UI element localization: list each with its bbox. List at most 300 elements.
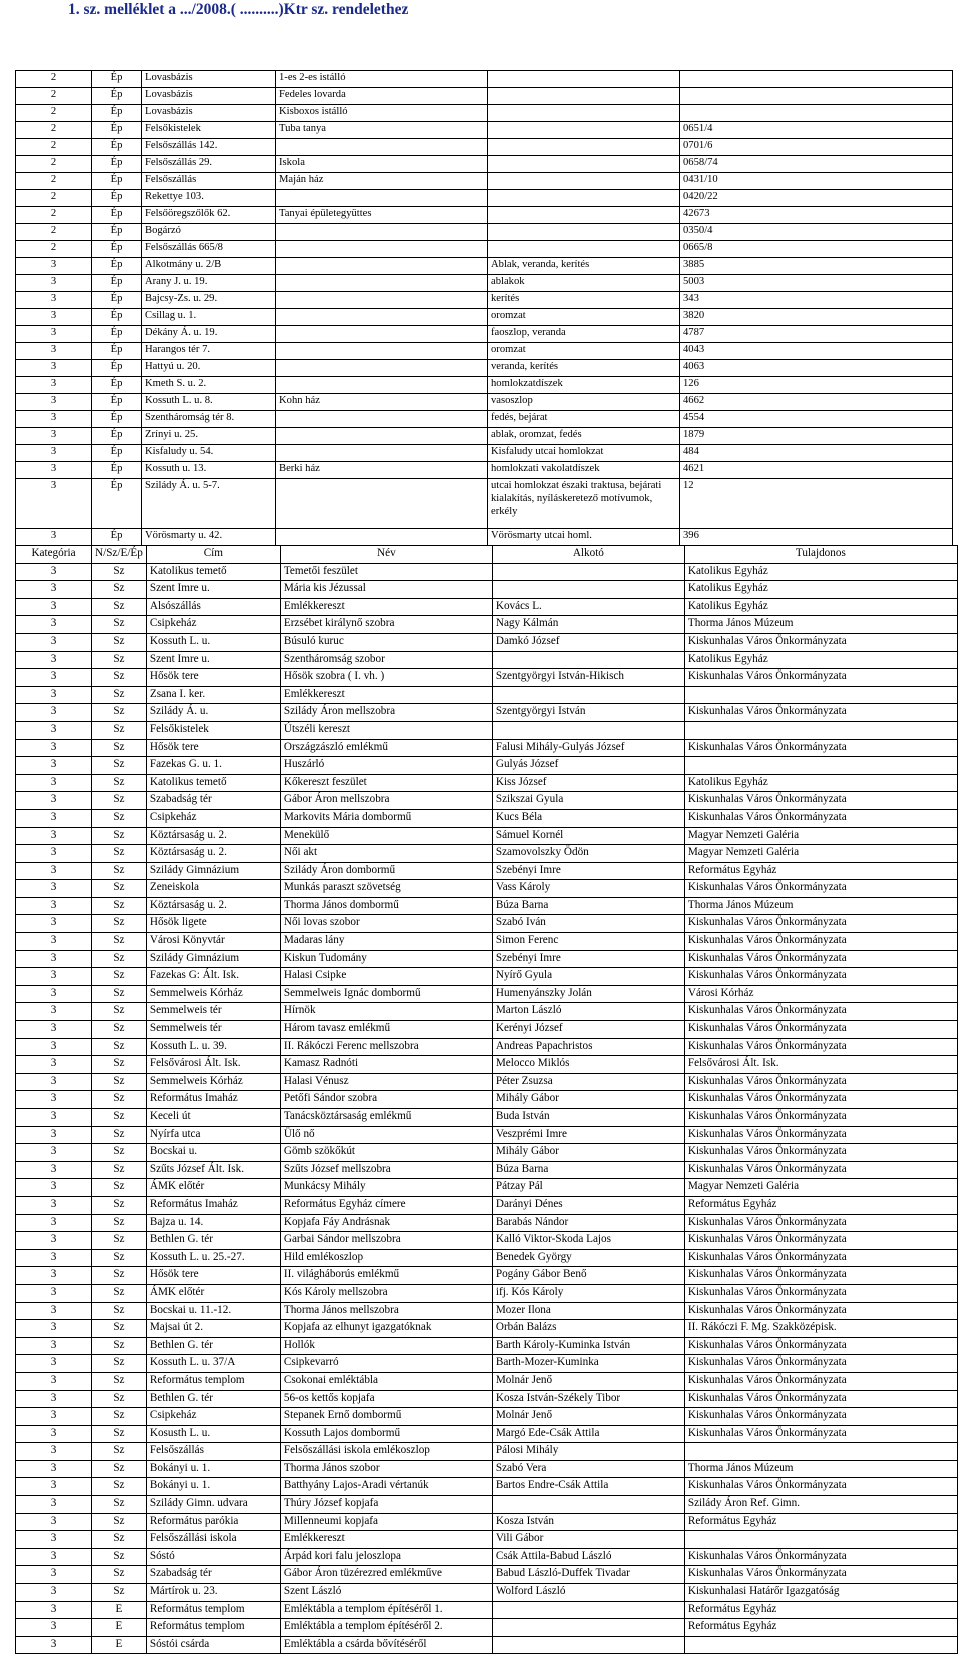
table-cell: Majsai út 2. [146, 1320, 280, 1338]
table-cell: Szent Imre u. [146, 651, 280, 669]
table-cell: Erzsébet királynő szobra [280, 616, 492, 634]
table-cell: Református templom [146, 1619, 280, 1637]
table-row [16, 1320, 958, 1338]
column-header: Név [280, 546, 492, 564]
table-cell: 3 [16, 1038, 92, 1056]
table-cell: Kiss József [492, 774, 684, 792]
table-cell: Sz [92, 1460, 147, 1478]
table-cell: Felsőkistelek [146, 721, 280, 739]
table-cell: Ép [92, 122, 142, 139]
table-cell: 3 [16, 1267, 92, 1285]
table-cell: Kiskunhalas Város Önkormányzata [684, 1408, 957, 1426]
table-cell: Darányi Dénes [492, 1196, 684, 1214]
table-cell: Semmelweis Ignác dombormű [280, 985, 492, 1003]
table-cell: Bogárzó [142, 224, 276, 241]
table-cell: Kiskunhalas Város Önkormányzata [684, 1021, 957, 1039]
table-cell: Kiskunhalas Város Önkormányzata [684, 1302, 957, 1320]
table-cell: Ép [92, 445, 142, 462]
table-row [16, 1425, 958, 1443]
table-cell [276, 529, 488, 546]
table-cell: 2 [16, 71, 92, 88]
table-cell: Damkó József [492, 633, 684, 651]
table-cell: 3 [16, 360, 92, 377]
table-cell: 3 [16, 968, 92, 986]
table-cell: Kisboxos istálló [276, 105, 488, 122]
table-cell: Margó Ede-Csák Attila [492, 1425, 684, 1443]
table-cell: Sz [92, 1584, 147, 1602]
table-cell: ÁMK előtér [146, 1179, 280, 1197]
table-cell: Gömb szökőkút [280, 1144, 492, 1162]
table-cell: Thúry József kopjafa [280, 1496, 492, 1514]
table-cell: Halasi Csipke [280, 968, 492, 986]
table-cell [276, 275, 488, 292]
table-cell: Csipkeház [146, 809, 280, 827]
table-cell: Sz [92, 1021, 147, 1039]
table-cell: 3 [16, 1531, 92, 1549]
table-cell: Sz [92, 1566, 147, 1584]
table-cell: Búza Barna [492, 897, 684, 915]
table-cell: Sz [92, 1214, 147, 1232]
table-cell: Felsőszállás 142. [142, 139, 276, 156]
table-cell: Sz [92, 1320, 147, 1338]
table-cell: Fedeles lovarda [276, 88, 488, 105]
table-cell: Vörösmarty u. 42. [142, 529, 276, 546]
table-cell: 3 [16, 1390, 92, 1408]
table-cell: Bokányi u. 1. [146, 1460, 280, 1478]
table-cell: Pálosi Mihály [492, 1443, 684, 1461]
table-cell: 3 [16, 377, 92, 394]
table-cell: Szűts József Ált. Isk. [146, 1161, 280, 1179]
table-cell: Molnár Jenő [492, 1372, 684, 1390]
table-cell: Felsőszállás [146, 1443, 280, 1461]
table-cell: 3 [16, 529, 92, 546]
table-row [16, 1355, 958, 1373]
table-cell: Thorma János dombormű [280, 897, 492, 915]
table-row [16, 1636, 958, 1654]
table-cell [488, 241, 680, 258]
table-cell: Kisfaludy utcai homlokzat [488, 445, 680, 462]
table-cell: Munkácsy Mihály [280, 1179, 492, 1197]
table-row [16, 616, 958, 634]
table-cell: Református templom [146, 1601, 280, 1619]
table-cell: Sz [92, 669, 147, 687]
table-cell: ablak, oromzat, fedés [488, 428, 680, 445]
table-cell: 2 [16, 139, 92, 156]
table-cell: Ép [92, 462, 142, 479]
table-cell: Református Imaház [146, 1091, 280, 1109]
table-cell: vasoszlop [488, 394, 680, 411]
table-cell [492, 651, 684, 669]
table-cell: E [92, 1619, 147, 1637]
table-cell: Sz [92, 1443, 147, 1461]
table-cell: Barabás Nándor [492, 1214, 684, 1232]
table-cell: 3 [16, 1443, 92, 1461]
table-row [16, 1232, 958, 1250]
table-cell: 3 [16, 445, 92, 462]
table-row [16, 950, 958, 968]
table-cell: Lovasbázis [142, 71, 276, 88]
table-cell: 3 [16, 1337, 92, 1355]
table-cell: Sz [92, 1196, 147, 1214]
table-row [16, 1566, 958, 1584]
table-cell: Gulyás József [492, 757, 684, 775]
table-cell: Sz [92, 1548, 147, 1566]
table-cell: Emléktábla a templom építéséről 2. [280, 1619, 492, 1637]
table-cell: Szilády Áron Ref. Gimn. [684, 1496, 957, 1514]
table-row [16, 1126, 958, 1144]
table-cell: Wolford László [492, 1584, 684, 1602]
table-cell: Ép [92, 377, 142, 394]
table-cell: Sz [92, 1249, 147, 1267]
table-row [16, 428, 953, 445]
table-cell: 3 [16, 479, 92, 529]
table-cell: Temetői feszület [280, 563, 492, 581]
table-cell: Kossuth L. u. 25.-27. [146, 1249, 280, 1267]
table-cell: 2 [16, 156, 92, 173]
table-cell: 3 [16, 1109, 92, 1127]
table-cell: Tanácsköztársaság emlékmű [280, 1109, 492, 1127]
table-row [16, 1408, 958, 1426]
table-cell: 3 [16, 616, 92, 634]
table-cell [276, 292, 488, 309]
table-cell: 343 [680, 292, 953, 309]
table-cell: Szebényi Imre [492, 950, 684, 968]
table-row [16, 1390, 958, 1408]
table-cell: Simon Ferenc [492, 933, 684, 951]
table-row [16, 862, 958, 880]
table-cell: Kiskunhalas Város Önkormányzata [684, 880, 957, 898]
table-cell [492, 686, 684, 704]
table-cell: Zrínyi u. 25. [142, 428, 276, 445]
table-cell: Sz [92, 704, 147, 722]
table-row [16, 1214, 958, 1232]
table-cell: Barth-Mozer-Kuminka [492, 1355, 684, 1373]
table-cell: 3 [16, 275, 92, 292]
table-cell: Sz [92, 1478, 147, 1496]
table-cell: Emléktábla a csárda bővítéséről [280, 1636, 492, 1654]
table-cell: Gábor Áron mellszobra [280, 792, 492, 810]
table-cell: 3 [16, 292, 92, 309]
table-row [16, 845, 958, 863]
table-cell: Emlékkereszt [280, 686, 492, 704]
table-cell [488, 173, 680, 190]
table-cell: Felsőszállási iskola emlékoszlop [280, 1443, 492, 1461]
table-cell: Sz [92, 1038, 147, 1056]
table-cell [492, 581, 684, 599]
table-cell: 4063 [680, 360, 953, 377]
table-cell: Sz [92, 985, 147, 1003]
table-cell: Búza Barna [492, 1161, 684, 1179]
table-cell [276, 377, 488, 394]
table-cell: Szent Imre u. [146, 581, 280, 599]
table-cell: Bokányi u. 1. [146, 1478, 280, 1496]
table-cell [492, 721, 684, 739]
table-cell: Sámuel Kornél [492, 827, 684, 845]
table-cell: Hősök szobra ( I. vh. ) [280, 669, 492, 687]
table-row [16, 1548, 958, 1566]
table-cell: II. Rákóczi F. Mg. Szakközépisk. [684, 1320, 957, 1338]
table-cell: Nyírő Gyula [492, 968, 684, 986]
table-cell: Mártírok u. 23. [146, 1584, 280, 1602]
table-cell: Stepanek Ernő dombormű [280, 1408, 492, 1426]
table-cell: 0701/6 [680, 139, 953, 156]
table-cell: Felsőszállás 29. [142, 156, 276, 173]
table-cell: Fazekas G: Ált. Isk. [146, 968, 280, 986]
table-cell: 3 [16, 633, 92, 651]
table-cell: Szilády Áron mellszobra [280, 704, 492, 722]
table-row [16, 1372, 958, 1390]
table-cell: 4554 [680, 411, 953, 428]
table-cell: 3 [16, 563, 92, 581]
table-cell [276, 428, 488, 445]
table-cell: ÁMK előtér [146, 1284, 280, 1302]
table-cell: Sz [92, 721, 147, 739]
table-cell: Kiskunhalas Város Önkormányzata [684, 1548, 957, 1566]
table-cell [488, 224, 680, 241]
table-cell: Sz [92, 1408, 147, 1426]
table-row [16, 377, 953, 394]
table-cell [488, 122, 680, 139]
buildings-table [15, 70, 953, 546]
table-cell: Emlékkereszt [280, 1531, 492, 1549]
table-cell: Katolikus Egyház [684, 581, 957, 599]
table-cell: Mihály Gábor [492, 1144, 684, 1162]
table-cell: Gábor Áron tüzérezred emlékműve [280, 1566, 492, 1584]
table-cell: Köztársaság u. 2. [146, 897, 280, 915]
table-cell: 3 [16, 774, 92, 792]
table-cell [276, 360, 488, 377]
table-cell: Sz [92, 1073, 147, 1091]
table-cell: Köztársaság u. 2. [146, 827, 280, 845]
table-cell: 4043 [680, 343, 953, 360]
table-cell: Huszárló [280, 757, 492, 775]
table-row [16, 774, 958, 792]
table-cell: 3 [16, 1496, 92, 1514]
table-cell: Ép [92, 258, 142, 275]
table-row [16, 258, 953, 275]
table-cell: Dékány Á. u. 19. [142, 326, 276, 343]
table-cell [488, 139, 680, 156]
table-row [16, 598, 958, 616]
table-cell: 3 [16, 651, 92, 669]
table-cell: 3 [16, 1355, 92, 1373]
table-cell: Szentgyörgyi István [492, 704, 684, 722]
table-cell: 2 [16, 224, 92, 241]
table-cell: Pogány Gábor Benő [492, 1267, 684, 1285]
table-cell: Kiskunhalas Város Önkormányzata [684, 1390, 957, 1408]
table-cell: Szentháromság tér 8. [142, 411, 276, 428]
table-cell: Sz [92, 897, 147, 915]
table-cell: Kiskunhalas Város Önkormányzata [684, 809, 957, 827]
table-cell: II. világháborús emlékmű [280, 1267, 492, 1285]
table-cell: 0665/8 [680, 241, 953, 258]
table-cell: Sz [92, 1425, 147, 1443]
table-cell: ablakok [488, 275, 680, 292]
table-row [16, 190, 953, 207]
table-cell: Sóstói csárda [146, 1636, 280, 1654]
table-row [16, 1003, 958, 1021]
table-cell: 3 [16, 428, 92, 445]
table-cell [276, 411, 488, 428]
table-cell: Református Egyház [684, 862, 957, 880]
table-cell: Ép [92, 190, 142, 207]
table-cell: Szilády Áron dombormű [280, 862, 492, 880]
table-cell: 3 [16, 1196, 92, 1214]
table-cell [680, 105, 953, 122]
column-header: Kategória [16, 546, 92, 564]
table-row [16, 1267, 958, 1285]
table-cell [276, 224, 488, 241]
table-row [16, 1073, 958, 1091]
table-row [16, 326, 953, 343]
table-cell: Sz [92, 862, 147, 880]
table-row [16, 1021, 958, 1039]
table-cell: II. Rákóczi Ferenc mellszobra [280, 1038, 492, 1056]
table-cell: Sz [92, 968, 147, 986]
table-cell: 3 [16, 1021, 92, 1039]
table-cell: Szabó Vera [492, 1460, 684, 1478]
table-cell: Alsószállás [146, 598, 280, 616]
table-row [16, 721, 958, 739]
table-cell: Thorma János mellszobra [280, 1302, 492, 1320]
table-cell: 3 [16, 581, 92, 599]
table-cell [276, 445, 488, 462]
table-row [16, 156, 953, 173]
table-cell: Petőfi Sándor szobra [280, 1091, 492, 1109]
table-cell: Babud László-Duffek Tivadar [492, 1566, 684, 1584]
table-cell: Arany J. u. 19. [142, 275, 276, 292]
table-cell: Hattyú u. 20. [142, 360, 276, 377]
column-header: N/Sz/E/Ép [92, 546, 147, 564]
table-cell: Sz [92, 1179, 147, 1197]
table-cell: Nyírfa utca [146, 1126, 280, 1144]
table-cell: faoszlop, veranda [488, 326, 680, 343]
table-cell: Millenneumi kopjafa [280, 1513, 492, 1531]
table-cell: 3 [16, 1214, 92, 1232]
table-row [16, 669, 958, 687]
table-cell: Kőkereszt feszület [280, 774, 492, 792]
table-cell: Katolikus temető [146, 563, 280, 581]
table-cell: Kiskunhalas Város Önkormányzata [684, 1091, 957, 1109]
table-cell: Sz [92, 1496, 147, 1514]
table-cell: Mihály Gábor [492, 1091, 684, 1109]
table-cell [276, 258, 488, 275]
table-cell: Benedek György [492, 1249, 684, 1267]
table-cell: Garbai Sándor mellszobra [280, 1232, 492, 1250]
table-cell: 1879 [680, 428, 953, 445]
table-row [16, 985, 958, 1003]
table-cell: Kossuth L. u. [146, 633, 280, 651]
table-cell: Sz [92, 880, 147, 898]
table-cell [492, 1496, 684, 1514]
table-cell: Sz [92, 616, 147, 634]
table-cell: Sz [92, 739, 147, 757]
table-cell: Bocskai u. [146, 1144, 280, 1162]
table-cell: Sz [92, 598, 147, 616]
table-cell: Kiskunhalas Város Önkormányzata [684, 968, 957, 986]
table-row [16, 1196, 958, 1214]
table-cell: Zsana I. ker. [146, 686, 280, 704]
table-cell: Kossuth L. u. 37/A [146, 1355, 280, 1373]
table-cell: Sz [92, 1126, 147, 1144]
table-cell: Sz [92, 1003, 147, 1021]
table-cell: Kiskunhalas Város Önkormányzata [684, 1109, 957, 1127]
table-row [16, 1161, 958, 1179]
table-cell: Sz [92, 792, 147, 810]
table-cell: Református parókia [146, 1513, 280, 1531]
table-cell: Barth Károly-Kuminka István [492, 1337, 684, 1355]
table-cell: Katolikus Egyház [684, 598, 957, 616]
table-row [16, 1496, 958, 1514]
table-cell: Felsőkistelek [142, 122, 276, 139]
table-cell: 3 [16, 1584, 92, 1602]
table-cell: Hősök ligete [146, 915, 280, 933]
table-cell: Sz [92, 1355, 147, 1373]
table-cell: Semmelweis Kórház [146, 985, 280, 1003]
table-cell: Kossuth L. u. 8. [142, 394, 276, 411]
table-cell: Pátzay Pál [492, 1179, 684, 1197]
table-cell: Sz [92, 633, 147, 651]
table-row [16, 739, 958, 757]
table-cell: 3 [16, 739, 92, 757]
table-cell: Sz [92, 757, 147, 775]
table-cell: 3 [16, 757, 92, 775]
table-cell: 3 [16, 1144, 92, 1162]
table-cell: Péter Zsuzsa [492, 1073, 684, 1091]
table-row [16, 275, 953, 292]
table-cell: Bajza u. 14. [146, 1214, 280, 1232]
table-cell: 3 [16, 845, 92, 863]
table-cell: 3 [16, 686, 92, 704]
table-cell: Bajcsy-Zs. u. 29. [142, 292, 276, 309]
table-cell [488, 190, 680, 207]
table-cell: Szilády Á. u. 5-7. [142, 479, 276, 529]
table-cell: Sz [92, 845, 147, 863]
table-row [16, 686, 958, 704]
table-cell: 3 [16, 1126, 92, 1144]
table-row [16, 1601, 958, 1619]
table-row [16, 207, 953, 224]
table-cell: 3 [16, 827, 92, 845]
table-cell: 3 [16, 1478, 92, 1496]
table-cell: Sz [92, 1109, 147, 1127]
table-cell: 3 [16, 1003, 92, 1021]
table-row [16, 1056, 958, 1074]
table-cell: Kovács L. [492, 598, 684, 616]
table-cell: Zeneiskola [146, 880, 280, 898]
table-cell: Sz [92, 809, 147, 827]
table-cell [680, 71, 953, 88]
table-cell: Kmeth S. u. 2. [142, 377, 276, 394]
table-cell: Kiskunhalas Város Önkormányzata [684, 1284, 957, 1302]
table-cell: Csák Attila-Babud László [492, 1548, 684, 1566]
table-cell: Menekülő [280, 827, 492, 845]
table-cell: Thorma János Múzeum [684, 616, 957, 634]
table-cell: Kerényi József [492, 1021, 684, 1039]
table-row [16, 1249, 958, 1267]
table-cell: Falusi Mihály-Gulyás József [492, 739, 684, 757]
table-cell: Kiskunhalas Város Önkormányzata [684, 1073, 957, 1091]
table-cell [684, 686, 957, 704]
table-cell: Semmelweis tér [146, 1003, 280, 1021]
table-cell: 3 [16, 1091, 92, 1109]
table-cell: Andreas Papachristos [492, 1038, 684, 1056]
table-cell: 3 [16, 1320, 92, 1338]
column-header: Cím [146, 546, 280, 564]
table-row [16, 292, 953, 309]
table-cell: Ép [92, 207, 142, 224]
table-cell: fedés, bejárat [488, 411, 680, 428]
